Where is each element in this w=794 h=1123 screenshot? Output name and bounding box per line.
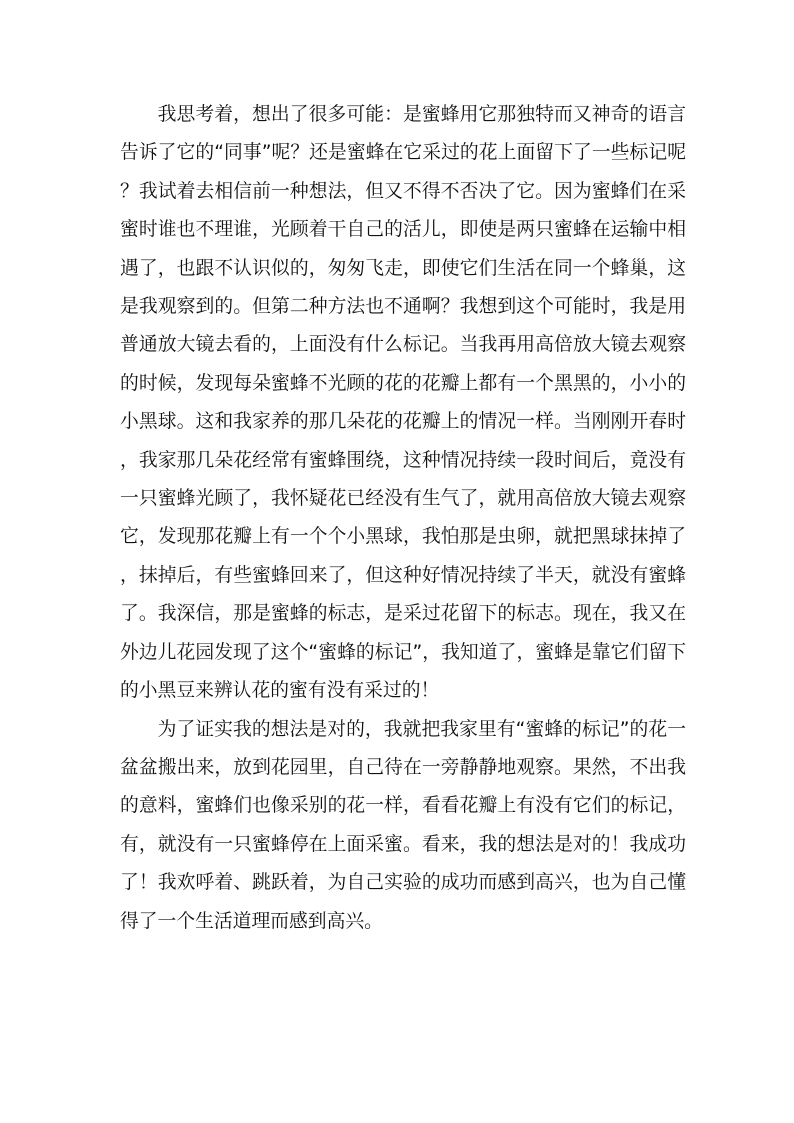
paragraph-2: 为了证实我的想法是对的，我就把我家里有“蜜蜂的标记”的花一盆盆搬出来，放到花园里，自己待在一旁静静地观察。果然，不出我的意料，蜜蜂们也像采别的花一样，看看花瓣上有没有它们的标记，有，就没有一只蜜蜂停在上面采蜜。看来，我的想法是对的！我成功了！我欢呼着、跳跃着，为自己实验的成功而感到高兴，也为自己懂得了一个生活道理而感到高兴。 — [120, 718, 686, 932]
paragraph-1: 我思考着，想出了很多可能：是蜜蜂用它那独特而又神奇的语言告诉了它的“同事”呢？还是蜜蜂在它采过的花上面留下了一些标记呢？我试着去相信前一种想法，但又不得不否决了它。因为蜜蜂们在采蜜时谁也不理谁，光顾着干自己的活儿，即使是两只蜜蜂在运输中相遇了，也跟不认识似的，匆匆飞走，即使它们生活在同一个蜂巢，这是我观察到的。但第二种方法也不通啊？我想到这个可能时，我是用普通放大镜去看的，上面没有什么标记。当我再用高倍放大镜去观察的时候，发现每朵蜜蜂不光顾的花的花瓣上都有一个黑黑的，小小的小黑球。这和我家养的那几朵花的花瓣上的情况一样。当刚刚开春时，我家那几朵花经常有蜜蜂围绕，这种情况持续一段时间后，竟没有一只蜜蜂光顾了，我怀疑花已经没有生气了，就用高倍放大镜去观察它，发现那花瓣上有一个个小黑球，我怕那是虫卵，就把黑球抹掉了，抹掉后，有些蜜蜂回来了，但这种好情况持续了半天，就没有蜜蜂了。我深信，那是蜜蜂的标志，是采过花留下的标志。现在，我又在外边儿花园发现了这个“蜜蜂的标记”，我知道了，蜜蜂是靠它们留下的小黑豆来辨认花的蜜有没有采过的！ — [120, 104, 686, 702]
document-body — [120, 96, 686, 941]
